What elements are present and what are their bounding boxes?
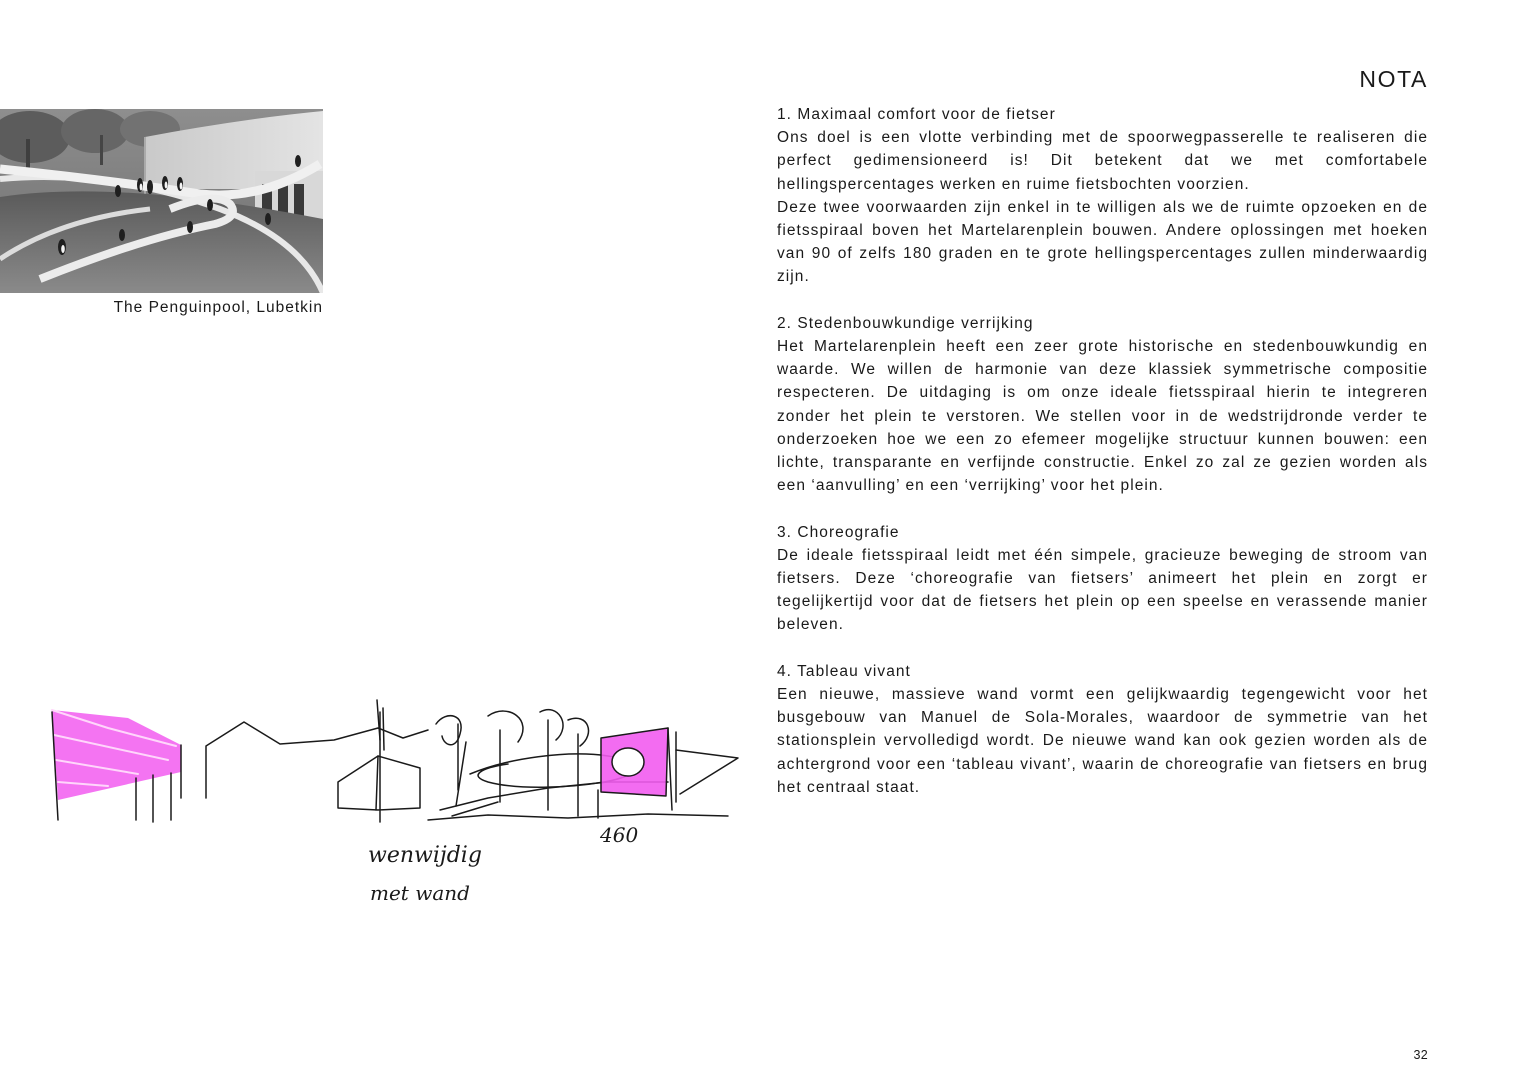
section-comfort: [777, 103, 1428, 289]
pink-wall-right: [601, 728, 668, 796]
nota-text-column: [777, 103, 1428, 822]
photo-caption: The Penguinpool, Lubetkin: [113, 299, 323, 316]
section-heading: 1. Maximaal comfort voor de fietser: [777, 106, 1056, 123]
section-body: [777, 544, 1428, 637]
page-title: NOTA: [1359, 66, 1428, 92]
paragraph: De ideale fietsspiraal leidt met één simpele, gracieuze beweging de stroom van fietsers. Deze ‘choreografie van fietsers’ animeert het plein en zorgt er tegelijkertijd voor dat de fietsers het plein op een speelse en verassende manier beleven.: [777, 546, 1428, 634]
section-choreografie: [777, 521, 1428, 637]
section-body: [777, 683, 1428, 799]
section-tableau-vivant: [777, 660, 1428, 799]
page-number: 32: [1413, 1048, 1428, 1062]
site-sketch: [48, 690, 748, 915]
handwriting-line-1: wenwijdig: [368, 843, 482, 868]
section-heading: 2. Stedenbouwkundige verrijking: [777, 314, 1034, 332]
sketch-number: 460: [600, 823, 639, 847]
handwriting-line-2: met wand: [370, 881, 470, 905]
pink-building-left: [52, 710, 181, 800]
paragraph: Ons doel is een vlotte verbinding met de spoorwegpasserelle te realiseren die perfect gedimensioneerd is! Dit betekent dat we met comfortabele hellingspercentages werken en ruime fietsbochten voorzien.: [777, 129, 1428, 193]
penguin-pool-photo: [0, 109, 323, 293]
section-heading: 4. Tableau vivant: [777, 662, 911, 680]
section-body: [777, 126, 1428, 288]
section-heading: 3. Choreografie: [777, 523, 900, 541]
section-body: [777, 335, 1428, 497]
paragraph: Deze twee voorwaarden zijn enkel in te willigen als we de ruimte opzoeken en de fietsspiraal boven het Martelarenplein bouwen. Andere oplossingen met hoeken van 90 of zelfs 180 graden en te grote hellingspercentages zullen minderwaardig zijn.: [777, 198, 1428, 286]
section-stedenbouw: [777, 312, 1428, 498]
paragraph: Een nieuwe, massieve wand vormt een gelijkwaardig tegengewicht voor het busgebouw van Manuel de Sola-Morales, waardoor de symmetrie van het stationsplein vervolledigd wordt. De nieuwe wand kan ook gezien worden als de achtergrond voor een ‘tableau vivant’, waarin de choreografie van fietsers en brug het centraal staat.: [777, 686, 1428, 796]
paragraph: Het Martelarenplein heeft een zeer grote historische en stedenbouwkundig en waarde. We willen de harmonie van deze klassiek symmetrische compositie respecteren. De uitdaging is om onze ideale fietsspiraal hierin te integreren zonder het plein te verstoren. We stellen voor in de wedstrijdronde verder te onderzoeken hoe we een zo efemeer mogelijke structuur kunnen bouwen: een lichte, transparante en verfijnde constructie. Enkel zo zal ze gezien worden als een ‘aanvulling’ en een ‘verrijking’ voor het plein.: [777, 338, 1428, 495]
